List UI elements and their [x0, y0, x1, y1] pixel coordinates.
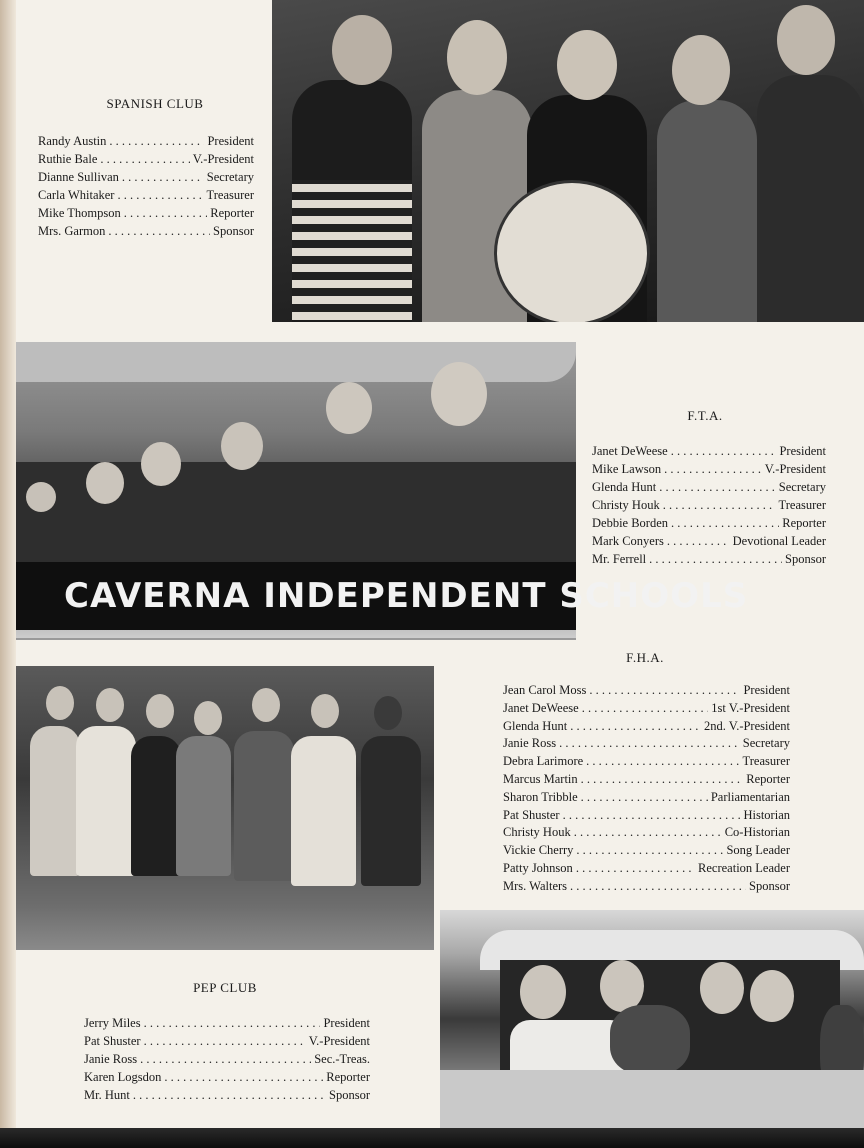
fha-group-photo	[16, 666, 434, 950]
roster-row: Ruthie Bale . . . V.-President	[38, 150, 254, 168]
roster-row: Mike Thompson . . . Reporter	[38, 204, 254, 222]
roster-row: Janet DeWeese . . . President	[592, 442, 826, 460]
roster-row: Mrs. Garmon . . . Sponsor	[38, 222, 254, 240]
roster-row: Debbie Borden . . . Reporter	[592, 514, 826, 532]
roster-row: Dianne Sullivan . . . Secretary	[38, 168, 254, 186]
fta-roster	[592, 442, 826, 568]
roster-row: Glenda Hunt . . . 2nd. V.-President	[503, 718, 790, 736]
spanish-club-roster	[38, 132, 254, 240]
page-bottom-edge	[0, 1128, 864, 1148]
pep-club-roster	[84, 1014, 370, 1104]
roster-row: Randy Austin . . . President	[38, 132, 254, 150]
fha-roster	[503, 682, 790, 896]
roster-row: Pat Shuster . . . Historian	[503, 807, 790, 825]
roster-row: Debra Larimore . . . Treasurer	[503, 753, 790, 771]
roster-row: Patty Johnson . . . Recreation Leader	[503, 860, 790, 878]
bus-sign-banner	[16, 562, 749, 630]
roster-row: Mark Conyers . . . Devotional Leader	[592, 532, 826, 550]
page-binding-shadow	[0, 0, 16, 1148]
bus-sign-text: CAVERNA INDEPENDENT SCHOOLS	[64, 576, 749, 616]
pep-club-car-photo	[440, 910, 864, 1128]
roster-row: Janie Ross . . . Sec.-Treas.	[84, 1050, 370, 1068]
roster-row: Janie Ross . . . Secretary	[503, 735, 790, 753]
spanish-club-photo	[272, 0, 864, 322]
roster-row: Mrs. Walters . . . Sponsor	[503, 878, 790, 896]
spanish-club-title: SPANISH CLUB	[106, 96, 204, 111]
roster-row: Pat Shuster . . . V.-President	[84, 1032, 370, 1050]
fha-title: F.H.A.	[626, 650, 664, 665]
roster-row: Carla Whitaker . . . Treasurer	[38, 186, 254, 204]
roster-row: Glenda Hunt . . . Secretary	[592, 478, 826, 496]
pep-club-title: PEP CLUB	[193, 980, 257, 995]
fta-title: F.T.A.	[687, 408, 723, 423]
roster-row: Christy Houk . . . Co-Historian	[503, 824, 790, 842]
roster-row: Janet DeWeese . . . 1st V.-President	[503, 700, 790, 718]
roster-row: Marcus Martin . . . Reporter	[503, 771, 790, 789]
roster-row: Mr. Hunt . . . Sponsor	[84, 1086, 370, 1104]
roster-row: Sharon Tribble . . . Parliamentarian	[503, 789, 790, 807]
roster-row: Mr. Ferrell . . . Sponsor	[592, 550, 826, 568]
roster-row: Karen Logsdon . . . Reporter	[84, 1068, 370, 1086]
roster-row: Mike Lawson . . . V.-President	[592, 460, 826, 478]
roster-row: Jean Carol Moss . . . President	[503, 682, 790, 700]
roster-row: Vickie Cherry . . . Song Leader	[503, 842, 790, 860]
roster-row: Jerry Miles . . . President	[84, 1014, 370, 1032]
roster-row: Christy Houk . . . Treasurer	[592, 496, 826, 514]
